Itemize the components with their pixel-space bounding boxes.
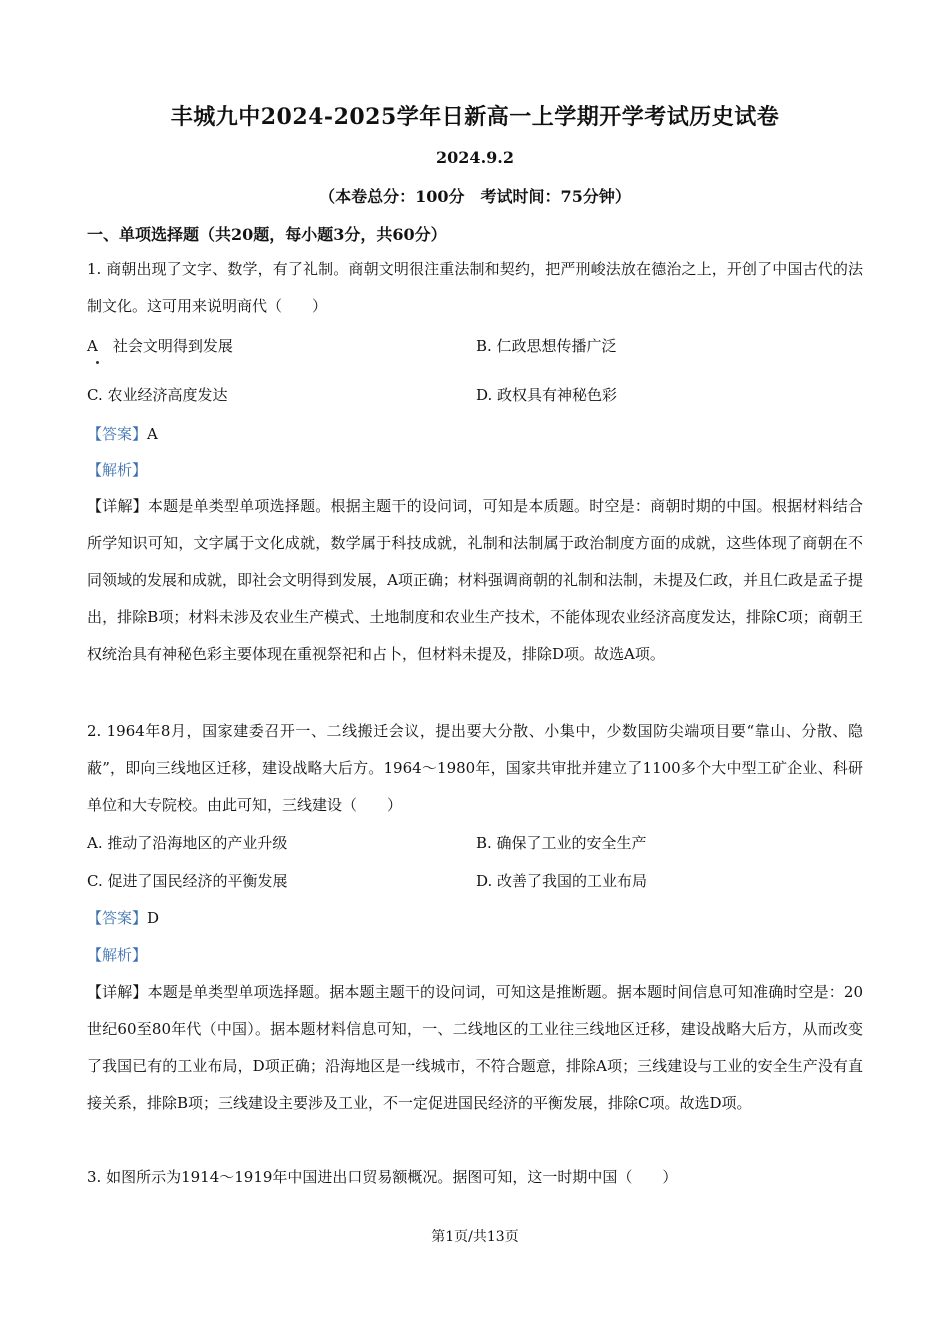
detail-tag: 【详解】 — [87, 497, 148, 515]
detail-text: 本题是单类型单项选择题。根据主题干的设问词，可知是本质题。时空是：商朝时期的中国。根据材料结合所学知识可知，文字属于文化成就，数学属于科技成就，礼制和法制属于政治制度方面的成就，这些体现了商朝在不同领域的发展和成就，即社会文明得到发展，A项正确；材料强调商朝的礼制和法制，未提及仁政，并且仁政是孟子提出，排除B项；材料未涉及农业生产模式、土地制度和农业生产技术，不能体现农业经济高度发达，排除C项；商朝王权统治具有神秘色彩主要体现在重视祭祀和占卜，但材料未提及，排除D项。故选A项。 — [87, 497, 863, 663]
q2-stem: 2. 1964年8月，国家建委召开一、二线搬迁会议，提出要大分散、小集中，少数国防尖端项目要“靠山、分散、隐蔽”，即向三线地区迁移，建设战略大后方。1964～1980年，国家共审批并建立了1100多个大中型工矿企业、科研单位和大专院校。由此可知，三线建设（ ） — [87, 722, 863, 814]
q2-option-d: D. 改善了我国的工业布局 — [476, 872, 648, 890]
analysis-tag: 【解析】 — [87, 946, 148, 964]
q2-option-a: A. 推动了沿海地区的产业升级 — [87, 834, 288, 852]
answer-tag: 【答案】 — [87, 909, 148, 927]
answer-value: D — [147, 909, 160, 927]
option-dot — [96, 361, 99, 364]
q1-answer — [87, 423, 158, 444]
q1-option-c: C. 农业经济高度发达 — [87, 386, 228, 404]
analysis-tag: 【解析】 — [87, 461, 148, 479]
q2-option-c: C. 促进了国民经济的平衡发展 — [87, 872, 288, 890]
exam-title: 丰城九中2024-2025学年日新高一上学期开学考试历史试卷 — [170, 104, 780, 130]
q1-option-b: B. 仁政思想传播广泛 — [476, 337, 617, 355]
answer-value: A — [147, 425, 158, 443]
q1-stem: 1. 商朝出现了文字、数学，有了礼制。商朝文明很注重法制和契约，把严刑峻法放在德治之上，开创了中国古代的法制文化。这可用来说明商代（ ） — [87, 260, 863, 315]
q1-option-a: A 社会文明得到发展 — [87, 337, 233, 355]
q1-analysis — [87, 459, 147, 480]
q1-detail — [87, 488, 863, 673]
q2-answer — [87, 907, 159, 928]
q2-detail — [87, 974, 863, 1122]
exam-date: 2024.9.2 — [436, 148, 514, 167]
q3-stem: 3. 如图所示为1914～1919年中国进出口贸易额概况。据图可知，这一时期中国（ ） — [87, 1168, 678, 1186]
answer-tag: 【答案】 — [87, 425, 148, 443]
q2-analysis — [87, 944, 147, 965]
exam-meta: （本卷总分：100分 考试时间：75分钟） — [319, 187, 631, 206]
detail-text: 本题是单类型单项选择题。据本题主题干的设问词，可知这是推断题。据本题时间信息可知准确时空是：20世纪60至80年代（中国）。据本题材料信息可知，一、二线地区的工业往三线地区迁移，建设战略大后方，从而改变了我国已有的工业布局，D项正确；沿海地区是一线城市，不符合题意，排除A项；三线建设与工业的安全生产没有直接关系，排除B项；三线建设主要涉及工业，不一定促进国民经济的平衡发展，排除C项。故选D项。 — [87, 983, 863, 1112]
q1-option-d: D. 政权具有神秘色彩 — [476, 386, 618, 404]
detail-tag: 【详解】 — [87, 983, 148, 1001]
q2-option-b: B. 确保了工业的安全生产 — [476, 834, 647, 852]
section-title: 一、单项选择题（共20题，每小题3分，共60分） — [87, 225, 447, 244]
page-footer: 第1页/共13页 — [431, 1229, 519, 1245]
